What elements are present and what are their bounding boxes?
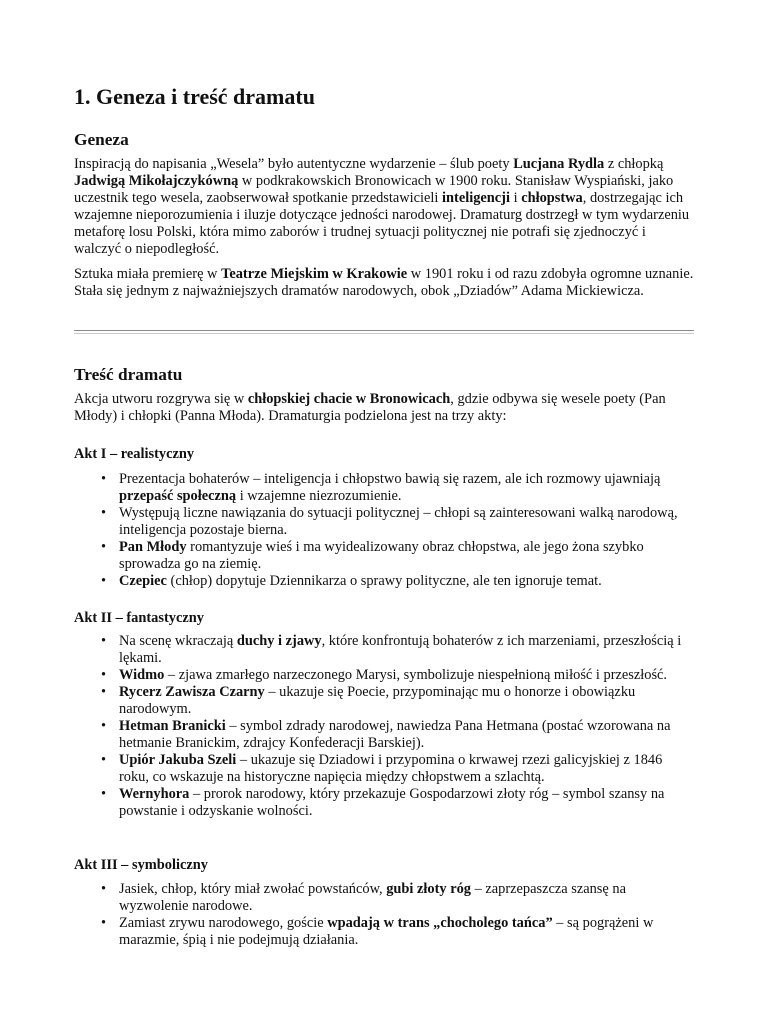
text-run: Zamiast zrywu narodowego, goście xyxy=(119,914,328,931)
text-run: , które konfrontują bohaterów z ich marzeniami, przeszłością i lękami. xyxy=(119,633,682,666)
act-3-heading: Akt III – symboliczny xyxy=(74,857,208,873)
tresc-intro-paragraph xyxy=(74,391,694,425)
text-run: i wzajemne niezrozumienie. xyxy=(236,487,402,504)
section-divider xyxy=(74,330,694,334)
bold-text: chłopskiej chacie w Bronowicach xyxy=(247,391,451,407)
bold-text: Upiór Jakuba Szeli xyxy=(119,751,237,768)
text-run: i xyxy=(509,189,522,206)
list-item xyxy=(74,684,694,718)
list-item xyxy=(74,718,694,752)
list-item xyxy=(74,539,694,573)
text-run: – symbol zdrady narodowej, nawiedza Pana Hetmana (postać wzorowana na hetmanie Branickim, zdrajcy Konfederacji Barskiej). xyxy=(119,717,671,751)
bold-text: Pan Młody xyxy=(119,538,187,555)
bold-text: Hetman Branicki xyxy=(119,717,226,734)
bold-text: Czepiec xyxy=(119,572,167,589)
act-2-list xyxy=(74,633,694,820)
text-run: Inspiracją do napisania „Wesela” było autentyczne wydarzenie – ślub poety xyxy=(74,156,514,172)
text-run: romantyzuje wieś i ma wyidealizowany obraz chłopstwa, ale jego żona szybko sprowadza go na ziemię. xyxy=(119,538,644,572)
list-item xyxy=(74,915,694,949)
text-run: – prorok narodowy, który przekazuje Gospodarzowi złoty róg – symbol szansy na powstanie i odzyskanie wolności. xyxy=(119,785,665,819)
geneza-paragraph-2 xyxy=(74,266,694,300)
act-1-list xyxy=(74,471,694,590)
bold-text: Jadwigą Mikołajczykówną xyxy=(74,172,239,189)
text-run: – zjawa zmarłego narzeczonego Marysi, symbolizuje niespełnioną miłość i przeszłość. xyxy=(164,666,668,683)
bold-text: duchy i zjawy xyxy=(236,633,322,649)
geneza-paragraph-1 xyxy=(74,156,694,257)
bold-text: Rycerz Zawisza Czarny xyxy=(119,683,265,700)
text-run: Sztuka miała premierę w xyxy=(74,266,222,282)
page-title: 1. Geneza i treść dramatu xyxy=(74,84,315,109)
bold-text: Lucjana Rydla xyxy=(513,156,605,172)
text-run: – ukazuje się Dziadowi i przypomina o krwawej rzezi galicyjskiej z 1846 roku, co wskazuje na historyczne napięcia między chłopstwem a szlachtą. xyxy=(119,751,663,785)
list-item xyxy=(74,667,694,684)
bold-text: chłopstwa xyxy=(521,189,583,206)
text-run: Jasiek, chłop, który miał zwołać powstańców, xyxy=(119,881,387,897)
text-run: Prezentacja bohaterów – inteligencja i chłopstwo bawią się razem, ale ich rozmowy ujawniają xyxy=(119,471,661,487)
text-run: – ukazuje się Poecie, przypominając mu o honorze i obowiązku narodowym. xyxy=(119,683,636,717)
text-run: , dostrzegając ich wzajemne nieporozumienia i iluzje dotyczące jedności narodowej. Dramaturg dostrzegł w tym wydarzeniu metaforę losu Polski, która mimo zaborów i trudnej sytuacji politycznej nie potrafi się zjednoczyć i walczyć o niepodległość. xyxy=(74,189,690,257)
section-heading-geneza: Geneza xyxy=(74,130,129,149)
text-run: – zaprzepaszcza szansę na wyzwolenie narodowe. xyxy=(119,881,626,914)
list-item xyxy=(74,633,694,667)
text-run: Akcja utworu rozgrywa się w xyxy=(74,391,248,407)
list-item xyxy=(74,505,694,539)
list-item xyxy=(74,881,694,915)
section-heading-tresc: Treść dramatu xyxy=(74,365,183,384)
bold-text: wpadają w trans „chocholego tańca” xyxy=(327,914,553,931)
text-run: (chłop) dopytuje Dziennikarza o sprawy polityczne, ale ten ignoruje temat. xyxy=(166,572,602,589)
bold-text: Teatrze Miejskim w Krakowie xyxy=(221,266,408,282)
act-1-heading: Akt I – realistyczny xyxy=(74,446,195,462)
bold-text: inteligencji xyxy=(442,189,510,206)
act-3-list xyxy=(74,881,694,949)
text-run: z chłopką xyxy=(604,156,664,172)
list-item xyxy=(74,573,694,590)
bold-text: gubi złoty róg xyxy=(386,881,471,897)
list-item xyxy=(74,471,694,505)
text-run: Na scenę wkraczają xyxy=(119,633,237,649)
text-run: w podkrakowskich Bronowicach w 1900 roku. Stanisław Wyspiański, jako uczestnik tego wesela, zaobserwował spotkanie przedstawicieli xyxy=(74,172,674,206)
list-item xyxy=(74,752,694,786)
bold-text: przepaść społeczną xyxy=(119,487,237,504)
text-run: Występują liczne nawiązania do sytuacji politycznej – chłopi są zainteresowani walką narodową, inteligencja pozostaje bierna. xyxy=(119,504,678,538)
text-run: w 1901 roku i od razu zdobyła ogromne uznanie. Stała się jednym z najważniejszych dramatów narodowych, obok „Dziadów” Adama Mickiewicza. xyxy=(74,266,694,299)
bold-text: Wernyhora xyxy=(119,785,190,802)
text-run: – są pogrążeni w marazmie, śpią i nie podejmują działania. xyxy=(119,914,654,948)
text-run: , gdzie odbywa się wesele poety (Pan Młody) i chłopki (Panna Młoda). Dramaturgia podzielona jest na trzy akty: xyxy=(74,391,666,424)
act-2-heading: Akt II – fantastyczny xyxy=(74,610,204,626)
bold-text: Widmo xyxy=(119,666,165,683)
list-item xyxy=(74,786,694,820)
